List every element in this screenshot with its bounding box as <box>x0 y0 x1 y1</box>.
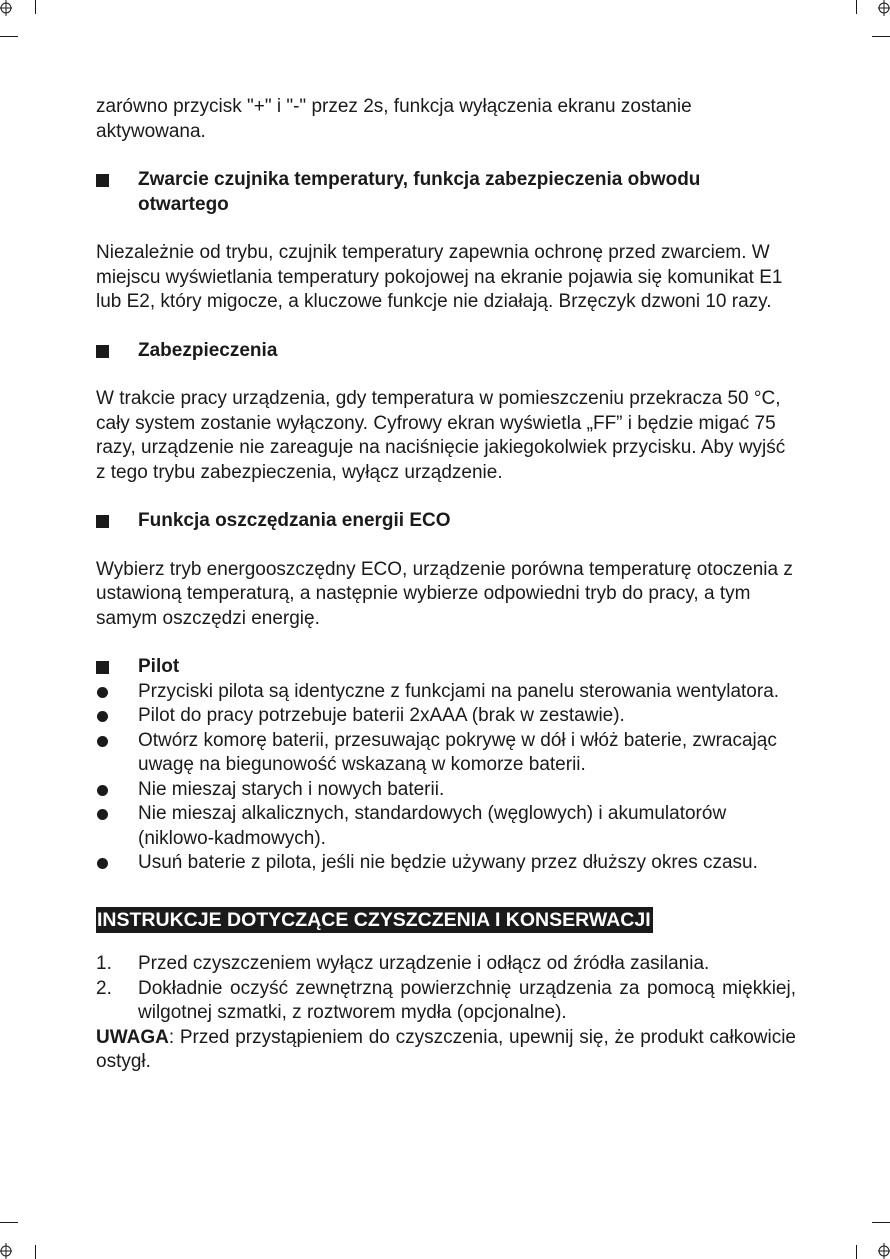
crop-line-bottom-right-h <box>872 1222 890 1223</box>
list-item-text: Pilot do pracy potrzebuje baterii 2xAAA (brak w zestawie). <box>138 705 625 726</box>
crop-line-top-right-h <box>872 36 890 37</box>
crop-mark-bottom-left <box>0 1239 20 1259</box>
heading-text: Zwarcie czujnika temperatury, funkcja zabezpieczenia obwodu otwartego <box>138 169 701 215</box>
square-bullet-icon <box>96 345 109 358</box>
cleaning-section-title: INSTRUKCJE DOTYCZĄCE CZYSZCZENIA I KONSERWACJI <box>97 908 651 931</box>
square-bullet-icon <box>96 515 109 528</box>
cleaning-title-wrap <box>96 907 796 934</box>
list-item-text: Nie mieszaj alkalicznych, standardowych (węglowych) i akumulatorów (niklowo-kadmowych). <box>138 803 727 849</box>
protection-paragraph: W trakcie pracy urządzenia, gdy temperatura w pomieszczeniu przekracza 50 °C, cały system zostanie wyłączony. Cyfrowy ekran wyświetla „FF” i będzie migać 75 razy, urządzenie nie zareaguje na naciśnięcie jakiegokolwiek przycisku. Aby wyjść z tego trybu zabezpieczenia, wyłącz urządzenie. <box>96 388 786 483</box>
heading-eco <box>96 509 796 534</box>
crop-mark-top-left <box>0 0 20 20</box>
crop-line-bottom-left-h <box>0 1222 18 1223</box>
cleaning-steps-list <box>96 952 796 1026</box>
bullet-dot-icon <box>97 809 108 820</box>
step-text: Dokładnie oczyść zewnętrzną powierzchnię urządzenia za pomocą miękkiej, wilgotnej szmatki, z roztworem mydła (opcjonalne). <box>138 977 796 1023</box>
list-item <box>96 977 796 1026</box>
bullet-dot-icon <box>97 687 108 698</box>
crop-line-bottom-left <box>35 1245 36 1259</box>
cleaning-note <box>96 1026 796 1075</box>
eco-paragraph: Wybierz tryb energooszczędny ECO, urządzenie porówna temperaturę otoczenia z ustawioną temperaturą, a następnie wybierze odpowiedni tryb do pracy, a tym samym oszczędzi energię. <box>96 558 793 629</box>
document-page <box>96 95 796 1075</box>
list-item-text: Otwórz komorę baterii, przesuwając pokrywę w dół i włóż baterie, zwracając uwagę na biegunowość wskazaną w komorze baterii. <box>138 729 777 775</box>
step-number: 1. <box>96 953 112 974</box>
list-item-text: Przyciski pilota są identyczne z funkcjami na panelu sterowania wentylatora. <box>138 680 780 702</box>
list-item-text: Nie mieszaj starych i nowych baterii. <box>138 778 445 800</box>
note-label: UWAGA <box>96 1026 169 1048</box>
list-item <box>96 704 796 729</box>
bullet-dot-icon <box>97 736 108 747</box>
square-bullet-icon <box>96 661 109 674</box>
crop-line-top-left-h <box>0 36 18 37</box>
note-text: : Przed przystąpieniem do czyszczenia, upewnij się, że produkt całkowicie ostygł. <box>96 1026 796 1072</box>
list-item <box>96 851 796 876</box>
sensor-paragraph: Niezależnie od trybu, czujnik temperatury zapewnia ochronę przed zwarciem. W miejscu wyświetlania temperatury pokojowej na ekranie pojawia się komunikat E1 lub E2, który migocze, a kluczowe funkcje nie działają. Brzęczyk dzwoni 10 razy. <box>96 242 783 312</box>
bullet-dot-icon <box>97 858 108 869</box>
heading-text: Zabezpieczenia <box>138 339 278 361</box>
list-item-text: Usuń baterie z pilota, jeśli nie będzie używany przez dłuższy okres czasu. <box>138 852 758 873</box>
bullet-dot-icon <box>97 785 108 796</box>
crop-line-top-left <box>35 0 36 14</box>
list-item <box>96 778 796 803</box>
list-item <box>96 729 796 778</box>
crop-line-top-right <box>856 0 857 14</box>
crop-mark-top-right <box>870 0 890 20</box>
heading-sensor-short-circuit <box>96 168 796 217</box>
heading-text: Pilot <box>138 656 180 677</box>
list-item <box>96 680 796 705</box>
intro-paragraph: zarówno przycisk "+" i "-" przez 2s, funkcja wyłączenia ekranu zostanie aktywowana. <box>96 96 692 142</box>
heading-remote <box>96 655 796 680</box>
step-number: 2. <box>96 977 112 999</box>
heading-text: Funkcja oszczędzania energii ECO <box>138 510 451 531</box>
bullet-dot-icon <box>97 711 108 722</box>
list-item <box>96 952 796 977</box>
crop-line-bottom-right <box>856 1245 857 1259</box>
step-text: Przed czyszczeniem wyłącz urządzenie i odłącz od źródła zasilania. <box>138 953 710 974</box>
crop-mark-bottom-right <box>870 1239 890 1259</box>
list-item <box>96 802 796 851</box>
square-bullet-icon <box>96 174 109 187</box>
heading-protection <box>96 339 796 364</box>
remote-bullet-list <box>96 680 796 876</box>
